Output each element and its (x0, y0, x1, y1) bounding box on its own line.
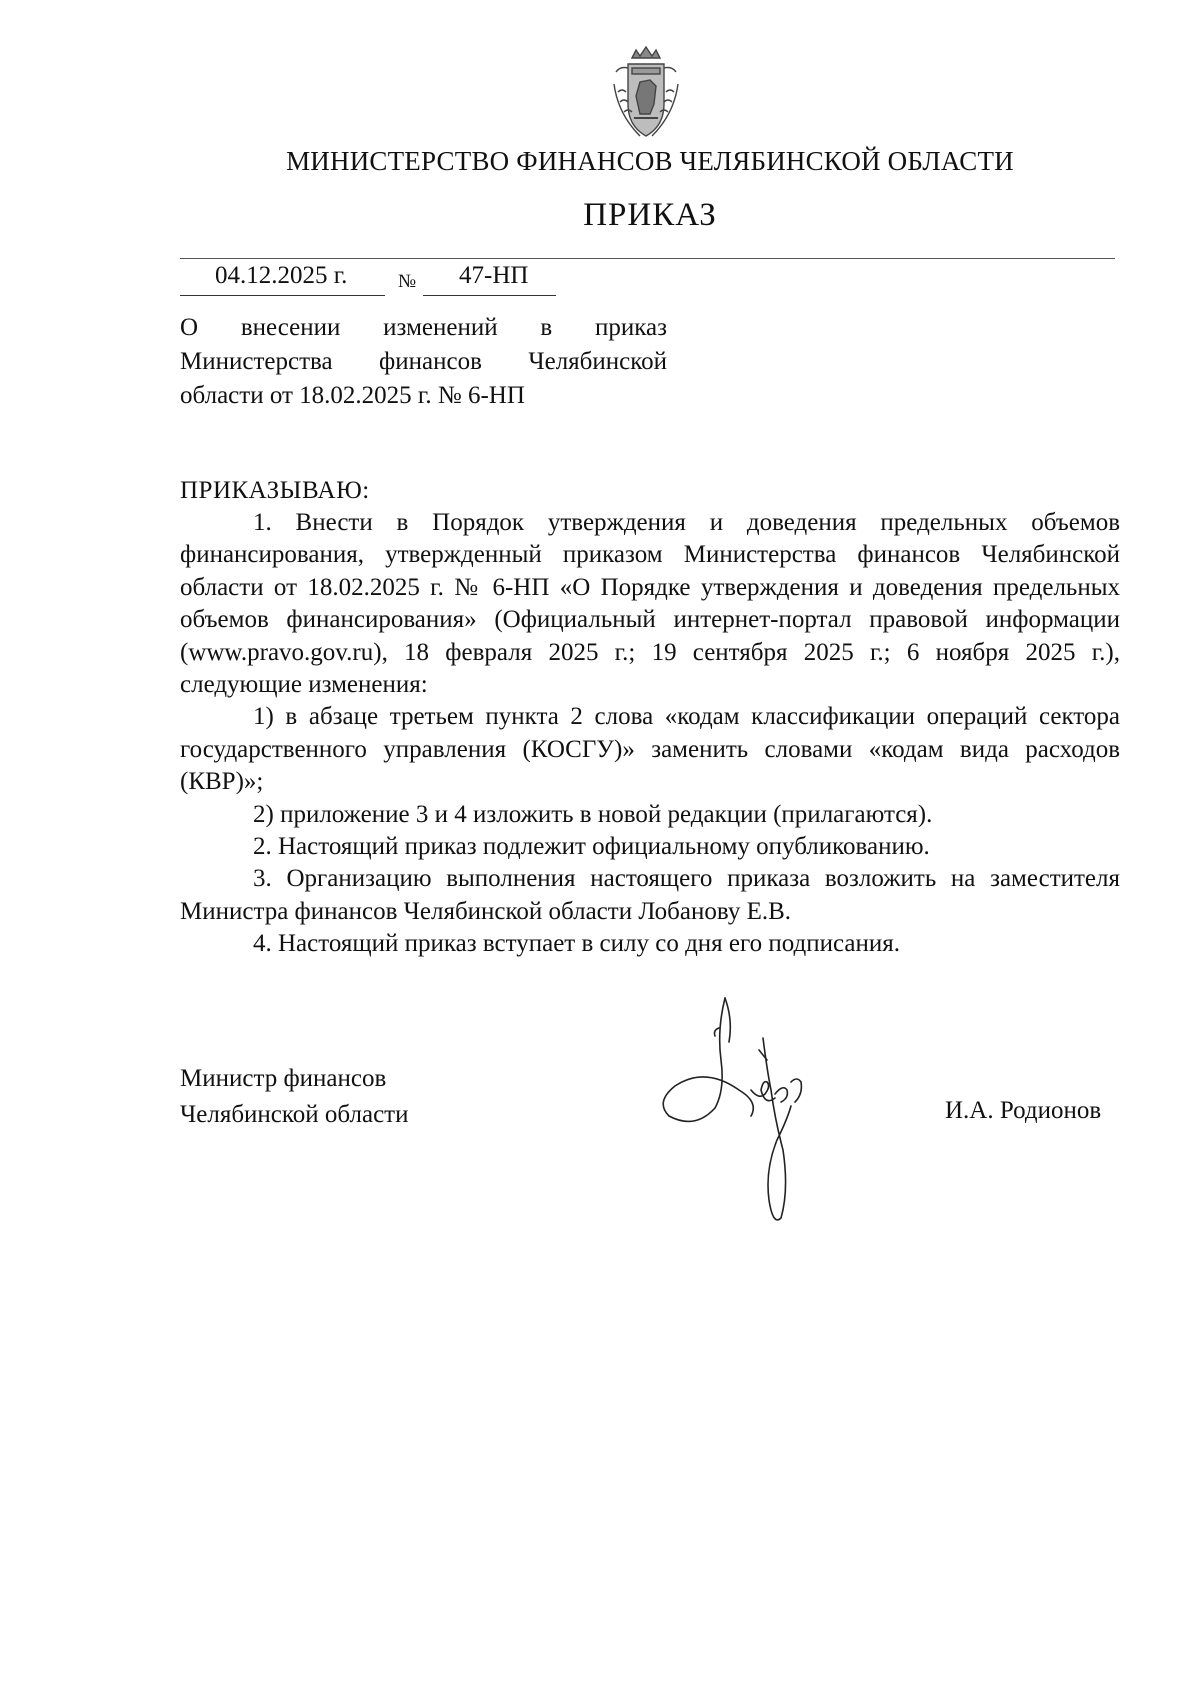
item-1-subitem-1: 1) в абзаце третьем пункта 2 слова «кодам классификации операций сектора государственного управления (КОСГУ)» заменить словами «кодам вида расходов (КВР)»; (180, 703, 1120, 796)
ministry-name: МИНИСТЕРСТВО ФИНАНСОВ ЧЕЛЯБИНСКОЙ ОБЛАСТИ (286, 146, 1014, 176)
position-line: Челябинской области (180, 1101, 409, 1128)
coat-of-arms-icon (610, 44, 682, 140)
date-underline (180, 295, 385, 296)
handwritten-signature (655, 990, 855, 1230)
subject-line: О внесении изменений в приказ (180, 314, 667, 341)
item-1: 1. Внести в Порядок утверждения и доведения предельных объемов финансирования, утвержденный приказом Министерства финансов Челябинской области от 18.02.2025 г. № 6-НП «О Порядке утверждения и доведения предельных объемов финансирования» (Официальный интернет-портал правовой информации (www.pravo.gov.ru), 18 февраля 2025 г.; 19 сентября 2025 г.; 6 ноября 2025 г.), следующие изменения: (180, 509, 1120, 699)
order-body (180, 507, 1120, 961)
header-divider (180, 258, 1115, 259)
number-underline (423, 295, 556, 296)
signatory-position (180, 1061, 408, 1133)
subject-line: области от 18.02.2025 г. № 6-НП (180, 382, 525, 409)
subject-line: Министерства финансов Челябинской (180, 348, 667, 375)
item-1-subitem-2: 2) приложение 3 и 4 изложить в новой редакции (прилагаются). (253, 800, 933, 828)
signatory-name: И.А. Родионов (945, 1097, 1102, 1124)
item-3: 3. Организацию выполнения настоящего приказа возложить на заместителя Министра финансов Челябинской области Лобанову Е.В. (180, 865, 1120, 925)
decree-word: ПРИКАЗЫВАЮ: (180, 477, 370, 504)
number-sign: № (398, 271, 417, 292)
item-2: 2. Настоящий приказ подлежит официальному опубликованию. (253, 833, 930, 861)
order-subject (180, 311, 667, 413)
item-4: 4. Настоящий приказ вступает в силу со дня его подписания. (253, 930, 901, 958)
document-type-title: ПРИКАЗ (583, 197, 717, 233)
order-date: 04.12.2025 г. (215, 262, 348, 289)
order-number: 47-НП (459, 262, 529, 289)
position-line: Министр финансов (180, 1065, 387, 1092)
